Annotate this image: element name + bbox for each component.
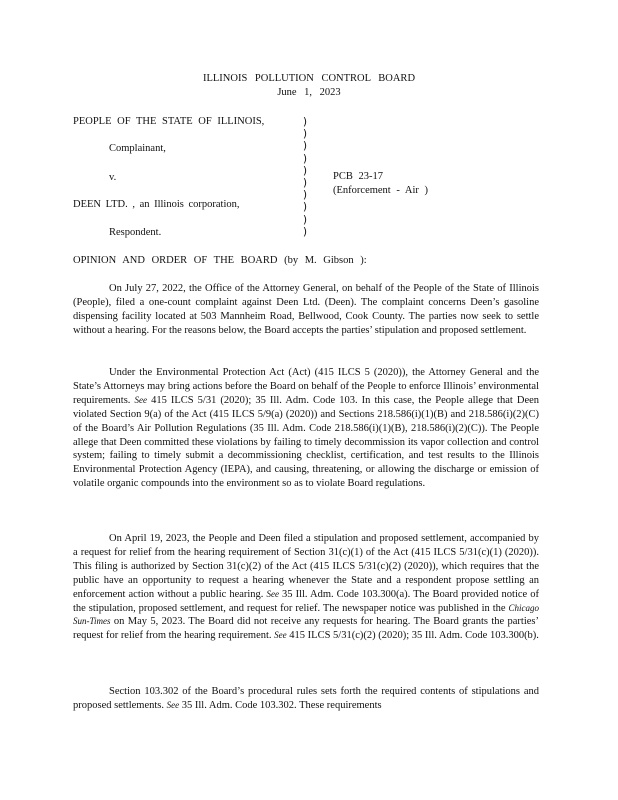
caption-petitioner: PEOPLE OF THE STATE OF ILLINOIS, [73,116,265,127]
case-type: (Enforcement - Air ) [333,185,429,196]
paragraph-1: On July 27, 2022, the Office of the Attorney General, on behalf of the People of the State of Illinois (People), filed a one-count complaint against Deen Ltd. (Deen). The complaint concerns Deen’s gasoline dispensing facility located at 503 Mannheim Road, Bellwood, Cook County. The parties now seek to settle without a hearing. For the reasons below, the Board accepts the parties’ stipulation and proposed settlement. [73,283,539,336]
opinion-date: June 1, 2023 [277,87,341,98]
newspaper-name: Chicago Sun-Times [73,602,540,627]
caption-respondent-name: DEEN LTD. , an Illinois corporation, [73,199,240,210]
caption-parentheses: ) ) ) ) ) ) ) ) ) ) [302,116,309,238]
see-citation-signal: See [134,394,147,405]
see-citation-signal: See [266,588,279,599]
paragraph-3: On April 19, 2023, the People and Deen filed a stipulation and proposed settlement, accompanied by a request for relief from the hearing requirement of Section 31(c)(1) of the Act (415 ILCS 5/31(c)(1) (2020)). This filing is authorized by Section 31(c)(2) of the Act (415 ILCS 5/31(c)(2) (2020)), which requires that the public have an opportunity to request a hearing whenever the State and a respondent propose settling an enforcement action without a public hearing. See 35 Ill. Adm. Code 103.300(a). The Board provided notice of the stipulation, proposed settlement, and request for relief. The newspaper notice was published in the Chicago Sun-Times on May 5, 2023. The Board did not receive any requests for hearing. The Board grants the parties’ request for relief from the hearing requirement. See 415 ILCS 5/31(c)(2) (2020); 35 Ill. Adm. Code 103.300(b). [73,533,540,642]
see-citation-signal: See [166,699,180,710]
caption-complainant-role: Complainant, [109,143,166,154]
caption-versus: v. [109,172,117,183]
see-citation-signal: See [274,630,287,641]
caption-respondent-role: Respondent. [109,227,162,238]
opinion-heading: OPINION AND ORDER OF THE BOARD (by M. Gibson ): [73,255,367,266]
board-title: ILLINOIS POLLUTION CONTROL BOARD [202,73,416,84]
paragraph-2: Under the Environmental Protection Act (Act) (415 ILCS 5 (2020)), the Attorney General and the State’s Attorneys may bring actions before the Board on behalf of the People to enforce Illinois’ environmental requirements. See 415 ILCS 5/31 (2020); 35 Ill. Adm. Code 103. In this case, the People allege that Deen violated Section 9(a) of the Act (415 ILCS 5/9(a) (2020)) and Sections 218.586(i)(1)(B) and 218.586(i)(2)(C) of the Board’s Air Pollution Regulations (35 Ill. Adm. Code 218.586(i)(1)(B), 218.586(i)(2)(C)). The People allege that Deen committed these violations by failing to timely decommission its vapor collection and control system; failing to timely submit a decommissioning checklist, certification, and test results to the Illinois Environmental Protection Agency (IEPA), and causing, threatening, or allowing the discharge or emission of volatile organic compounds into the environment so as to violate Board regulations. [73,367,540,490]
paragraph-4: Section 103.302 of the Board’s procedural rules sets forth the required contents of stipulations and proposed settlements. See 35 Ill. Adm. Code 103.302. These requirements [73,686,539,711]
case-number: PCB 23-17 [333,171,383,182]
